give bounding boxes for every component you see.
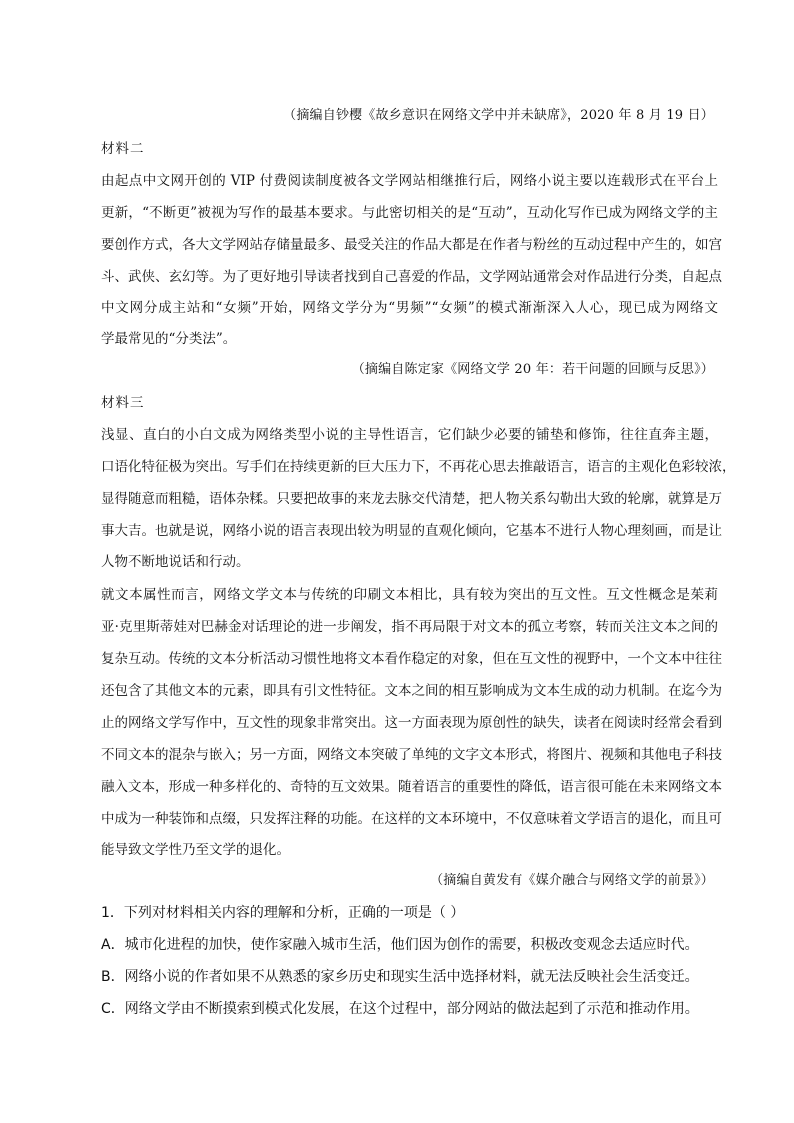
material-3-para1-line: 浅显、直白的小白文成为网络类型小说的主导性语言，它们缺少必要的铺垫和修饰，往往直奔主题， [101, 427, 718, 443]
material-3-para2-line: 亚·克里斯蒂娃对巴赫金对话理论的进一步阐发，指不再局限于对文本的孤立考察，转而关注文本之间的 [101, 619, 718, 635]
material-2-line: 斗、武侠、玄幻等。为了更好地引导读者找到自己喜爱的作品，文学网站通常会对作品进行分类，自起点 [101, 269, 722, 285]
question-option-c: C．网络文学由不断摸索到模式化发展，在这个过程中，部分网站的做法起到了示范和推动作用。 [101, 1001, 699, 1017]
material-3-para2-line: 融入文本，形成一种多样化的、奇特的互文效果。随着语言的重要性的降低，语言很可能在未来网络文本 [101, 779, 722, 795]
material-2-line: 由起点中文网开创的 VIP 付费阅读制度被各文学网站相继推行后，网络小说主要以连载形式在平台上 [101, 173, 718, 189]
material-2-line: 要创作方式，各大文学网站存储量最多、最受关注的作品大都是在作者与粉丝的互动过程中产生的，如宫 [101, 237, 722, 253]
material-3-para2-line: 能导致文学性乃至文学的退化。 [101, 842, 290, 858]
question-option-a: A．城市化进程的加快，使作家融入城市生活，他们因为创作的需要，积极改变观念去适应时代。 [101, 937, 699, 953]
material-3-para2-line: 不同文本的混杂与嵌入；另一方面，网络文本突破了单纯的文字文本形式，将图片、视频和其他电子科技 [101, 747, 722, 763]
source-citation-3: （摘编自黄发有《媒介融合与网络文学的前景》） [430, 873, 714, 888]
source-citation-2: （摘编自陈定家《网络文学 20 年：若干问题的回顾与反思》） [351, 362, 714, 377]
material-3-para1-line: 口语化特征极为突出。写手们在持续更新的巨大压力下，不再花心思去推敲语言，语言的主观化色彩较浓， [101, 459, 736, 475]
material-3-para2-line: 止的网络文学写作中，互文性的现象非常突出。这一方面表现为原创性的缺失，读者在阅读时经常会看到 [101, 715, 722, 731]
material-3-para1-line: 显得随意而粗糙，语体杂糅。只要把故事的来龙去脉交代清楚，把人物关系勾勒出大致的轮廓，就算是万 [101, 491, 722, 507]
material-3-para2-line: 就文本属性而言，网络文学文本与传统的印刷文本相比，具有较为突出的互文性。互文性概念是茱莉 [101, 587, 718, 603]
material-3-para2-line: 还包含了其他文本的元素，即具有引文性特征。文本之间的相互影响成为文本生成的动力机制。在迄今为 [101, 683, 722, 699]
material-2-line: 学最常见的“分类法”。 [101, 331, 237, 347]
question-option-b: B．网络小说的作者如果不从熟悉的家乡历史和现实生活中选择材料，就无法反映社会生活变迁。 [101, 969, 699, 985]
material-3-para1-line: 人物不断地说话和行动。 [101, 554, 250, 570]
material-3-heading: 材料三 [101, 395, 145, 411]
question-stem: 1．下列对材料相关内容的理解和分析，正确的一项是（ ） [101, 905, 465, 921]
material-2-line: 更新，“不断更”被视为写作的最基本要求。与此密切相关的是“互动”，互动化写作已成为网络文学的主 [101, 205, 718, 221]
material-3-para2-line: 复杂互动。传统的文本分析活动习惯性地将文本看作稳定的对象，但在互文性的视野中，一个文本中往往 [101, 651, 722, 667]
material-3-para2-line: 中成为一种装饰和点缀，只发挥注释的功能。在这样的文本环境中，不仅意味着文学语言的退化，而且可 [101, 811, 722, 827]
material-2-heading: 材料二 [101, 141, 145, 157]
material-3-para1-line: 事大吉。也就是说，网络小说的语言表现出较为明显的直观化倾向，它基本不进行人物心理刻画，而是让 [101, 523, 722, 539]
source-citation-1: （摘编自钞樱《故乡意识在网络文学中并未缺席》，2020 年 8 月 19 日） [283, 108, 714, 123]
material-2-line: 中文网分成主站和“女频”开始，网络文学分为“男频”“女频”的模式渐渐深入人心，现已成为网络文 [101, 300, 718, 316]
